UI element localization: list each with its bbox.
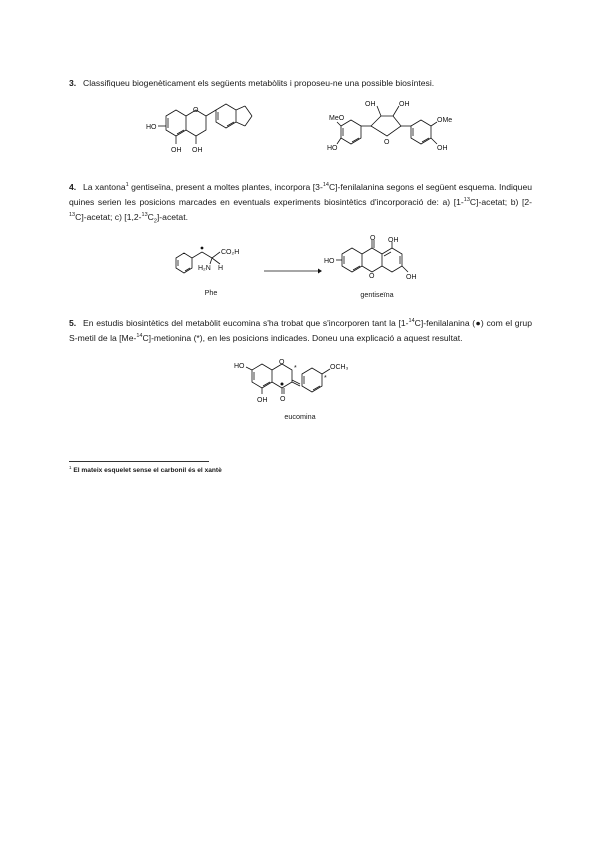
lignan-structure bbox=[327, 100, 467, 160]
question-text-part: C]-metionina (*), en les posicions indicades. Doneu una explicació a aquest resultat. bbox=[142, 333, 463, 344]
eucomin-star-marker: * bbox=[294, 365, 297, 372]
question-3 bbox=[69, 76, 532, 91]
gentisein-structure bbox=[324, 235, 428, 288]
question-number: 4. bbox=[69, 182, 77, 192]
flavan-ho-label: HO bbox=[146, 124, 157, 131]
lignan-oh3-label: OH bbox=[437, 145, 448, 152]
phe-co2h-label: CO₂H bbox=[221, 249, 240, 256]
isotope-mass: 13 bbox=[141, 212, 148, 219]
gentisein-diagram bbox=[324, 235, 428, 288]
question-text-part: C]-fenilalanina (●) com el grup S-metil de la [Me- bbox=[69, 318, 532, 344]
phe-diagram bbox=[172, 240, 252, 286]
phe-h-label: H bbox=[218, 265, 224, 272]
flavan-diagram bbox=[144, 102, 284, 164]
label-dot-marker bbox=[281, 383, 284, 386]
eucomin-oh-label: OH bbox=[257, 397, 268, 404]
eucomin-ho-label: HO bbox=[234, 363, 245, 370]
footnote bbox=[69, 464, 222, 474]
arrow-icon bbox=[264, 267, 322, 275]
isotope-mass: 13 bbox=[463, 197, 470, 204]
phe-structure bbox=[172, 240, 252, 286]
flavan-structure bbox=[144, 102, 284, 164]
footnote-text: El mateix esquelet sense el carbonil és el xantè bbox=[73, 467, 222, 474]
gentisein-oh1-label: OH bbox=[388, 237, 399, 244]
gentisein-caption: gentiseïna bbox=[360, 290, 394, 299]
phe-h2n-label: H₂N bbox=[198, 265, 211, 272]
lignan-oh2-label: OH bbox=[399, 101, 410, 108]
question-number: 3. bbox=[69, 78, 77, 88]
lignan-meo-label: MeO bbox=[329, 115, 345, 122]
isotope-mass: 14 bbox=[408, 318, 415, 325]
flavan-oh2-label: OH bbox=[192, 147, 203, 154]
gentisein-oh2-label: OH bbox=[406, 274, 417, 281]
eucomin-caption: eucomina bbox=[284, 412, 316, 421]
lignan-ho-label: HO bbox=[327, 145, 338, 152]
gentisein-ho-label: HO bbox=[324, 258, 335, 265]
question-4 bbox=[69, 180, 532, 226]
eucomin-o-ring-label: O bbox=[279, 359, 285, 366]
question-number: 5. bbox=[69, 318, 77, 328]
flavan-o-label: O bbox=[193, 107, 199, 114]
label-dot-marker bbox=[201, 247, 204, 250]
eucomin-o-keto-label: O bbox=[280, 396, 286, 403]
question-5 bbox=[69, 316, 532, 346]
question-text-part: gentiseïna, present a moltes plantes, incorpora [3- bbox=[128, 182, 323, 192]
eucomin-structure bbox=[236, 360, 376, 408]
eucomin-star-marker: * bbox=[324, 375, 327, 382]
reaction-arrow bbox=[264, 262, 322, 270]
isotope-mass: 14 bbox=[322, 182, 329, 189]
lignan-ome-label: OMe bbox=[437, 117, 453, 124]
eucomin-och3-label: OCH₃ bbox=[330, 364, 349, 371]
question-text-part: C bbox=[147, 212, 154, 223]
question-text: Classifiqueu biogenèticament els següents metabòlits i proposeu-ne una possible biosíntesi. bbox=[83, 78, 435, 88]
gentisein-o-mid-label: O bbox=[369, 273, 375, 280]
eucomin-diagram bbox=[236, 360, 376, 408]
question-text-part: C]-fenilalanina segons el següent esquema. Indiqueu quines serien les posicions marcades en eventuals experiments biosintètics d'incorporació de: a) [1- bbox=[69, 182, 532, 208]
lignan-diagram bbox=[327, 100, 467, 160]
phe-caption: Phe bbox=[204, 288, 218, 297]
footnote-separator bbox=[69, 461, 209, 462]
lignan-oh1-label: OH bbox=[365, 101, 376, 108]
footnote-mark: 1 bbox=[69, 464, 72, 470]
question-text-part: La xantona bbox=[83, 182, 126, 192]
isotope-mass: 14 bbox=[136, 333, 143, 340]
question-text-part: C]-acetat; b) [2- bbox=[469, 197, 532, 208]
question-text-part: ]-acetat. bbox=[156, 212, 188, 223]
gentisein-o-top-label: O bbox=[370, 235, 376, 242]
question-text-part: En estudis biosintètics del metabòlit eucomina s'ha trobat que s'incorporen tant la [1- bbox=[83, 318, 409, 328]
lignan-o-label: O bbox=[384, 139, 390, 146]
question-text-part: C]-acetat; c) [1,2- bbox=[75, 212, 142, 223]
flavan-oh1-label: OH bbox=[171, 147, 182, 154]
subscript: 2 bbox=[153, 219, 157, 226]
footnote-ref: 1 bbox=[125, 182, 129, 189]
isotope-mass: 13 bbox=[69, 212, 76, 219]
